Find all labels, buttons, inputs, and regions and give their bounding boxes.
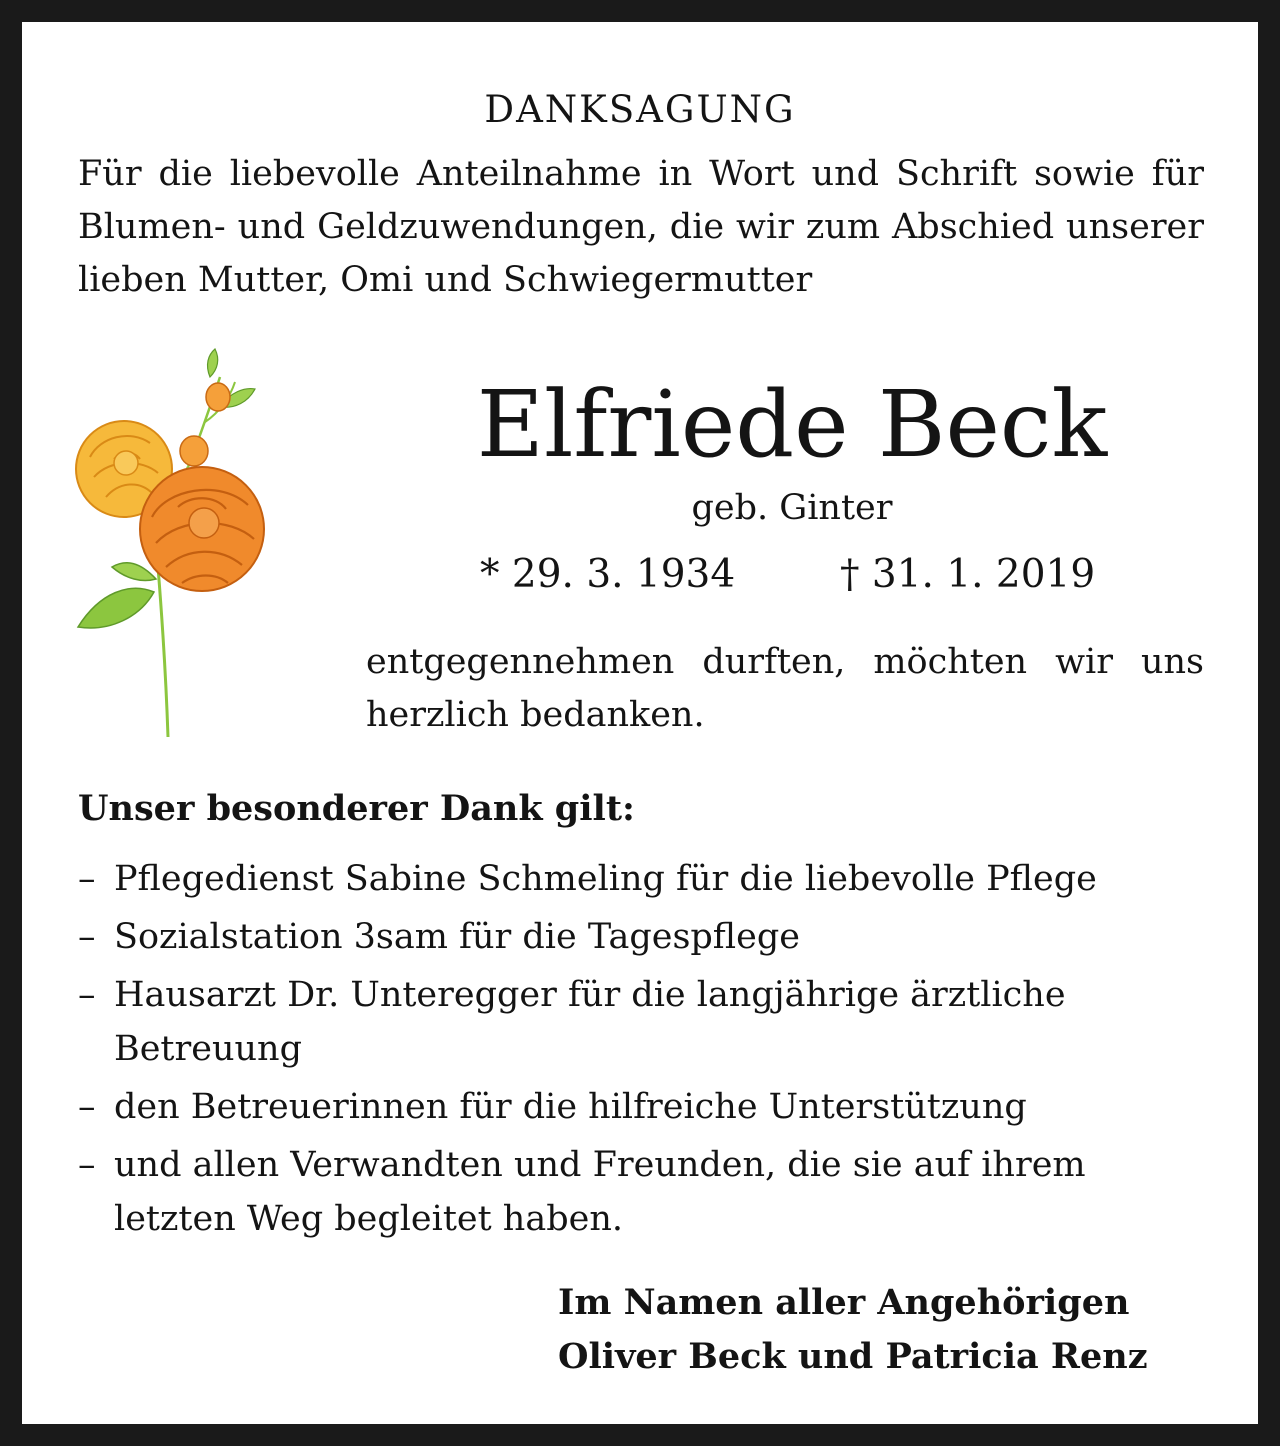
list-item	[78, 852, 1204, 906]
thanks-heading: Unser besonderer Dank gilt:	[78, 788, 635, 829]
continuation-text: entgegennehmen durften, möchten wir uns herzlich bedanken.	[366, 642, 1204, 735]
list-dash: –	[78, 1087, 96, 1127]
list-item-text: und allen Verwandten und Freunden, die sie auf ihrem letzten Weg begleitet haben.	[114, 1145, 1086, 1239]
list-dash: –	[78, 917, 96, 957]
list-dash: –	[78, 859, 96, 899]
intro-text: Für die liebevolle Anteilnahme in Wort und Schrift sowie für Blumen- und Geldzuwendungen, die wir zum Abschied unserer lieben Mutter, Omi und Schwiegermutter	[78, 154, 1204, 300]
list-dash: –	[78, 975, 96, 1015]
list-dash: –	[78, 1145, 96, 1185]
page-title: DANKSAGUNG	[484, 88, 796, 131]
death-date: † 31. 1. 2019	[840, 552, 1096, 597]
birth-name: geb. Ginter	[691, 488, 893, 528]
list-item	[78, 968, 1124, 1076]
signature	[558, 1276, 1148, 1384]
list-item	[78, 910, 1204, 964]
rose-illustration	[70, 347, 280, 737]
signature-line-2: Oliver Beck und Patricia Renz	[558, 1336, 1148, 1377]
obituary-card	[22, 22, 1258, 1424]
list-item-text: Pflegedienst Sabine Schmeling für die liebevolle Pflege	[114, 859, 1097, 899]
birth-date: * 29. 3. 1934	[480, 552, 736, 597]
list-item	[78, 1080, 1204, 1134]
list-item-text: Sozialstation 3sam für die Tagespflege	[114, 917, 800, 957]
list-item	[78, 1138, 1174, 1246]
thanks-list	[78, 852, 1204, 1250]
list-item-text: den Betreuerinnen für die hilfreiche Unterstützung	[114, 1087, 1027, 1127]
life-dates	[480, 552, 1096, 597]
signature-line-1: Im Namen aller Angehörigen	[558, 1282, 1130, 1323]
list-item-text: Hausarzt Dr. Unteregger für die langjährige ärztliche Betreuung	[114, 975, 1066, 1069]
deceased-name: Elfriede Beck	[476, 371, 1108, 478]
